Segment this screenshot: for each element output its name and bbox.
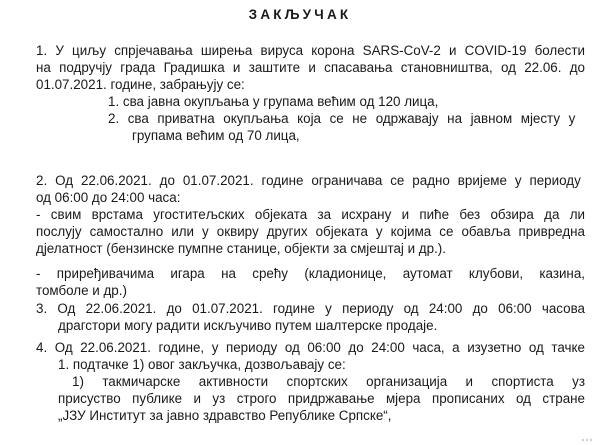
section-4-line-2: 1. подтачке 1) овог закључка, дозвољавају се: [58, 357, 346, 372]
section-4-line-3: 1) такмичарске активности спортских организација и спортиста уз [72, 374, 585, 389]
section-1-item-2: 2. сва приватна окупљања која се не одржавају на јавном мјесту у [108, 111, 576, 126]
section-2-line-7: томболе и др.) [36, 283, 127, 298]
section-4-line-1: 4. Од 22.06.2021. године, у периоду од 06:00 до 24:00 часа, а изузетно од тачке [36, 340, 585, 355]
section-3-line-2: драгстори могу радити искључиво путем шалтерске продаје. [58, 318, 438, 333]
section-2-line-4: послују самостално или у оквиру других објеката у којима се обавља привредна [36, 224, 585, 239]
section-1-item-2-cont: групама већим од 70 лица, [132, 128, 300, 143]
document-title: ЗАКЉУЧАК [248, 7, 352, 22]
scan-artifact-icon [580, 437, 594, 443]
section-2-line-3: - свим врстама угоститељских објеката за исхрану и пиће без обзира да ли [36, 207, 585, 222]
section-4-line-4: присуство публике и уз строго придржавање мјера прописаних од стране [58, 391, 585, 406]
section-1-item-1: 1. сва јавна окупљања у групама већим од 120 лица, [108, 94, 439, 109]
section-1-line-1: 1. У циљу спрјечавања ширења вируса корона SARS-CoV-2 и COVID-19 болести [36, 43, 585, 58]
section-2-line-2: од 06:00 до 24:00 часа: [36, 190, 181, 205]
section-3-line-1: 3. Од 22.06.2021. до 01.07.2021. године у периоду од 24:00 до 06:00 часова [36, 301, 585, 316]
section-2-line-1: 2. Од 22.06.2021. до 01.07.2021. године ограничава се радно вријеме у периоду [36, 173, 581, 188]
section-2-line-6: - приређивачима игара на срећу (кладионице, аутомат клубови, казина, [36, 266, 585, 281]
section-1-line-2: на подручју града Градишка и заштите и спасавања становништва, од 22.06. до [36, 60, 585, 75]
section-4-line-5: „ЈЗУ Институт за јавно здравство Републике Српске“, [58, 408, 392, 423]
section-2-line-5: дјелатност (бензинске пумпне станице, објекти за смјештај и др.). [36, 241, 446, 256]
section-1-line-3: 01.07.2021. године, забрањују се: [36, 77, 245, 92]
